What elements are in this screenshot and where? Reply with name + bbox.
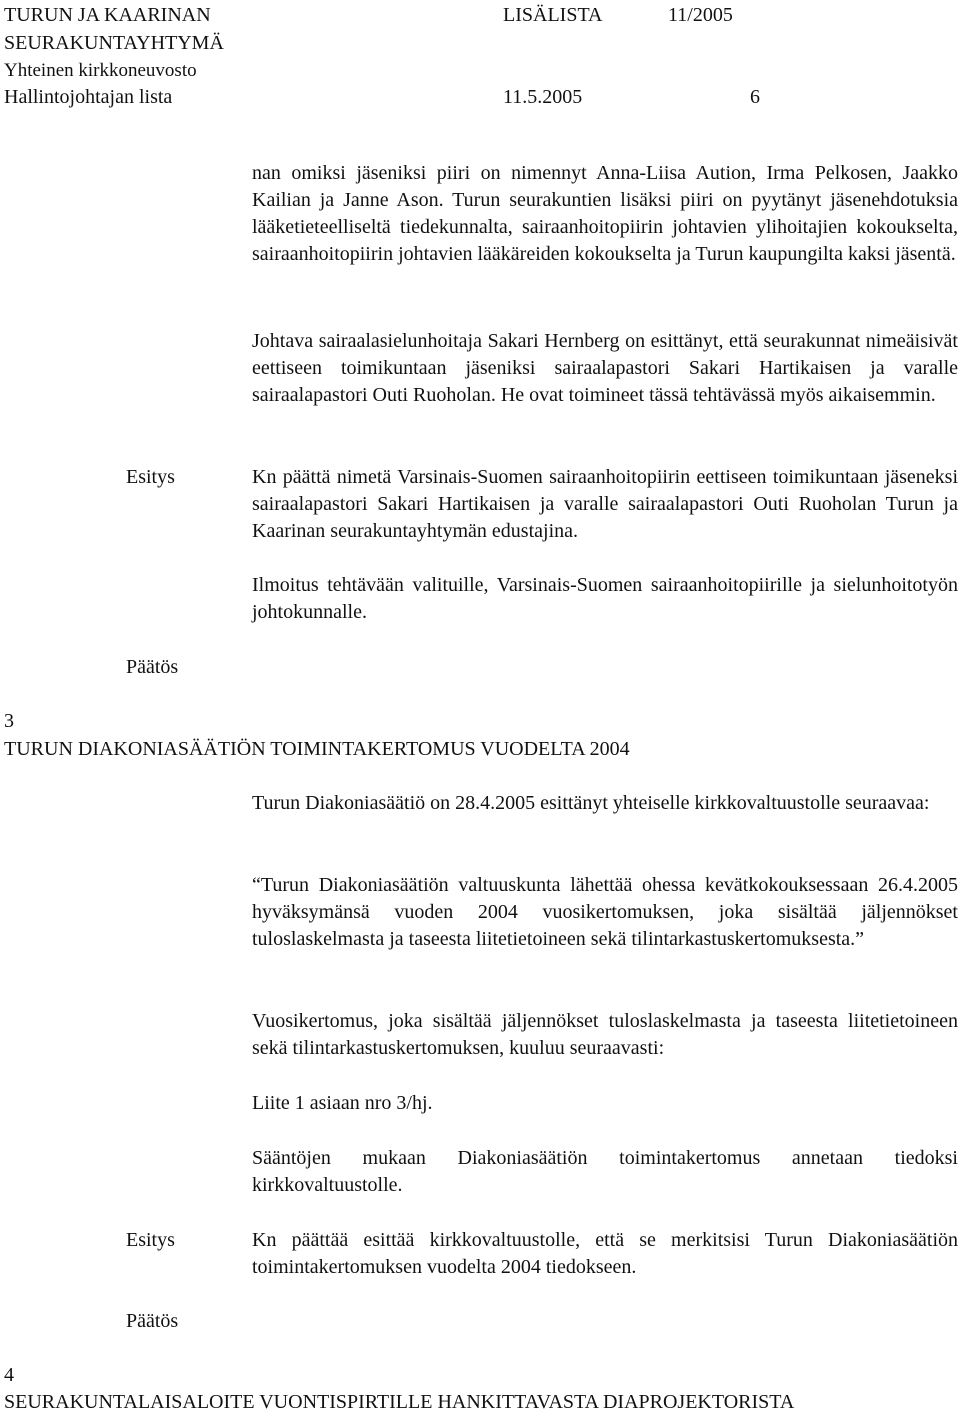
esitys-text-section3: Kn päättää esittää kirkkovaltuustolle, että se merkitsisi Turun Diakoniasäätiön toimintakertomuksen vuodelta 2004 tiedokseen. — [252, 1229, 958, 1278]
paragraph-quote: “Turun Diakoniasäätiön valtuuskunta lähettää ohessa kevätkokouksessaan 26.4.2005 hyväksymänsä vuoden 2004 vuosikertomuksen, joka sisältää jäljennökset tuloslaskelmasta ja taseesta liitetietoineen sekä tilintarkastuskertomuksesta.” — [252, 874, 958, 950]
header-org-line1: TURUN JA KAARINAN — [4, 4, 211, 26]
paragraph-hernberg-proposal: Johtava sairaalasielunhoitaja Sakari Hernberg on esittänyt, että seurakunnat nimeäisivät eettiseen toimikuntaan jäseniksi sairaalapastori Sakari Hartikaisen ja varalle sairaalapastori Outi Ruoholan. He ovat toimineet tässä tehtävässä myös aikaisemmin. — [252, 330, 958, 406]
header-doc-title: LISÄLISTA — [503, 4, 603, 26]
paragraph-members: nan omiksi jäseniksi piiri on nimennyt Anna-Liisa Aution, Irma Pelkosen, Jaakko Kailian ja Janne Ason. Turun seurakuntien lisäksi piiri on pyytänyt jäsenehdotuksia lääketieteelliseltä tiedekunnalta, sairaanhoitopiirin johtavien ylihoitajien kokoukselta, sairaanhoitopiirin johtavien lääkäreiden kokoukselta ja Turun kaupungilta kaksi jäsentä. — [252, 162, 958, 265]
paragraph-liite: Liite 1 asiaan nro 3/hj. — [252, 1092, 433, 1114]
header-doc-number: 11/2005 — [668, 4, 733, 26]
header-page-number: 6 — [750, 86, 760, 108]
section-number: 3 — [4, 710, 14, 732]
header-date: 11.5.2005 — [503, 86, 583, 108]
esitys-label: Esitys — [126, 466, 175, 488]
paragraph-saannot: Sääntöjen mukaan Diakoniasäätiön toimintakertomus annetaan tiedoksi kirkkovaltuustolle. — [252, 1147, 958, 1196]
esitys-label-section3: Esitys — [126, 1229, 175, 1251]
paragraph-diakoniasaatio: Turun Diakoniasäätiö on 28.4.2005 esittänyt yhteiselle kirkkovaltuustolle seuraavaa: — [252, 792, 930, 814]
section4-number: 4 — [4, 1364, 14, 1386]
esitys-text: Kn päättä nimetä Varsinais-Suomen sairaanhoitopiirin eettiseen toimikuntaan jäseneksi sairaalapastori Sakari Hartikaisen ja varalle sairaalapastori Outi Ruoholan Turun ja Kaarinan seurakuntayhtymän edustajina. — [252, 466, 958, 542]
paatos-label-section3: Päätös — [126, 1310, 179, 1332]
paatos-label: Päätös — [126, 656, 179, 678]
section4-title: SEURAKUNTALAISALOITE VUONTISPIRTILLE HANKITTAVASTA DIAPROJEKTORISTA — [4, 1391, 795, 1413]
header-list-name: Hallintojohtajan lista — [4, 86, 173, 108]
header-org-line3: Yhteinen kirkkoneuvosto — [4, 60, 197, 81]
section-title: TURUN DIAKONIASÄÄTIÖN TOIMINTAKERTOMUS VUODELTA 2004 — [4, 738, 630, 760]
esitys-notification: Ilmoitus tehtävään valituille, Varsinais-Suomen sairaanhoitopiirille ja sielunhoitotyön johtokunnalle. — [252, 574, 958, 623]
paragraph-vuosikertomus: Vuosikertomus, joka sisältää jäljennökset tuloslaskelmasta ja taseesta liitetietoineen sekä tilintarkastuskertomuksen, kuuluu seuraavasti: — [252, 1010, 958, 1059]
header-org-line2: SEURAKUNTAYHTYMÄ — [4, 32, 224, 54]
